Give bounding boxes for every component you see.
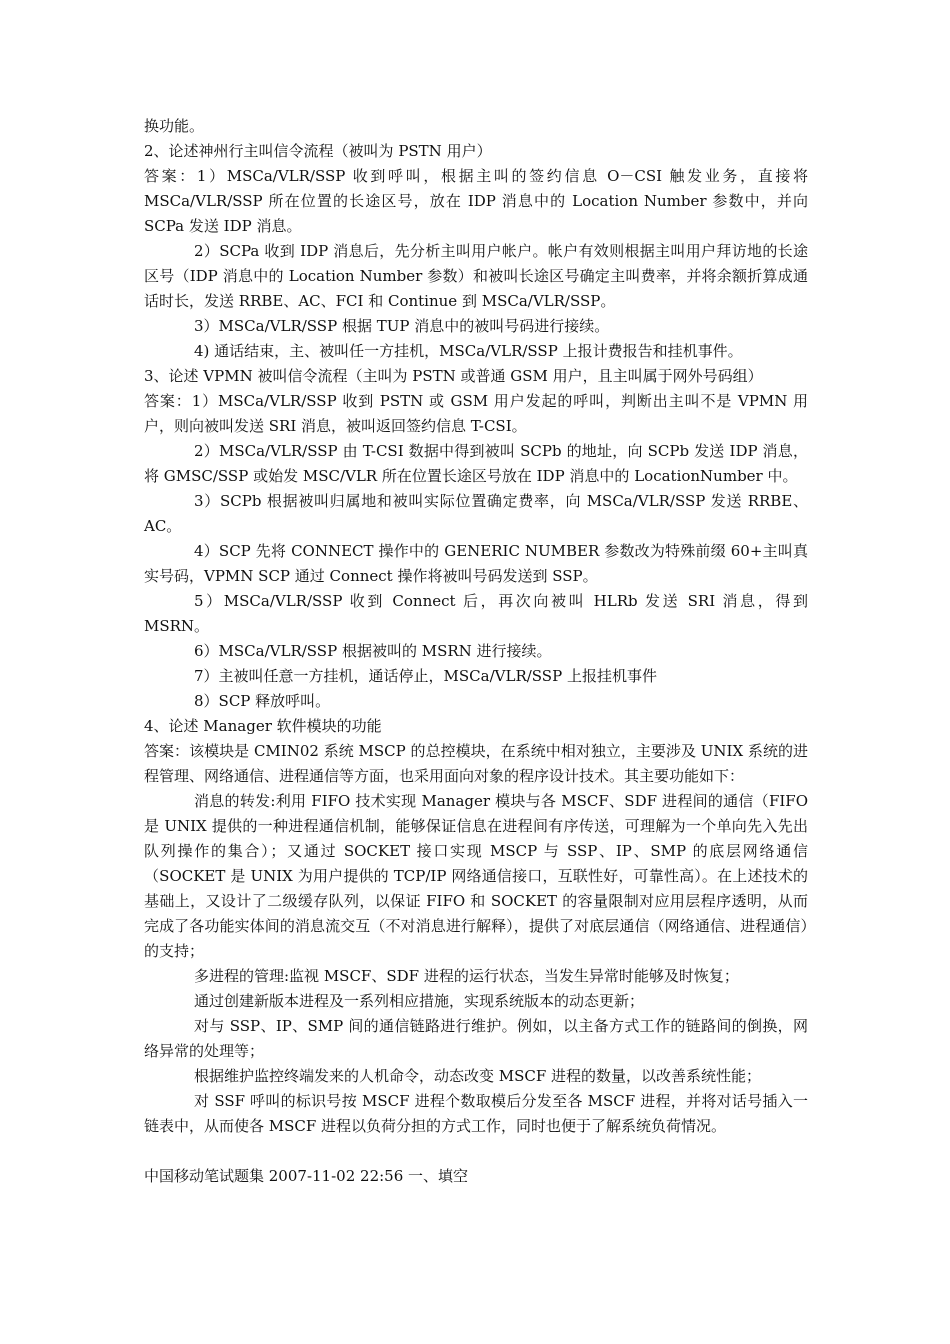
paragraph: 4) 通话结束，主、被叫任一方挂机，MSCa/VLR/SSP 上报计费报告和挂机事件。: [194, 342, 743, 360]
section-heading: 3、论述 VPMN 被叫信令流程（主叫为 PSTN 或普通 GSM 用户，且主叫属于网外号码组）: [144, 367, 763, 385]
answer-paragraph: 答案：该模块是 CMIN02 系统 MSCP 的总控模块，在系统中相对独立，主要涉及 UNIX 系统的进程管理、网络通信、进程通信等方面，也采用面向对象的程序设计技术。其主要功能如下：: [144, 742, 808, 785]
paragraph: 3）MSCa/VLR/SSP 根据 TUP 消息中的被叫号码进行接续。: [194, 317, 610, 335]
section-heading: 2、论述神州行主叫信令流程（被叫为 PSTN 用户）: [144, 142, 492, 160]
paragraph: 5）MSCa/VLR/SSP 收到 Connect 后，再次向被叫 HLRb 发送 SRI 消息，得到 MSRN。: [144, 592, 808, 635]
answer-paragraph: 答案：1）MSCa/VLR/SSP 收到呼叫，根据主叫的签约信息 O－CSI 触发业务，直接将MSCa/VLR/SSP 所在位置的长途区号，放在 IDP 消息中的 Location Number 参数中，并向 SCPa 发送 IDP 消息。: [144, 167, 808, 235]
paragraph: 6）MSCa/VLR/SSP 根据被叫的 MSRN 进行接续。: [194, 642, 552, 660]
paragraph: 对 SSF 呼叫的标识号按 MSCF 进程个数取模后分发至各 MSCF 进程，并将对话号插入一链表中，从而使各 MSCF 进程以负荷分担的方式工作，同时也便于了解系统负荷情况。: [144, 1092, 808, 1135]
paragraph: 7）主被叫任意一方挂机，通话停止，MSCa/VLR/SSP 上报挂机事件: [194, 667, 657, 685]
text-line: 换功能。: [144, 117, 205, 135]
paragraph: 4）SCP 先将 CONNECT 操作中的 GENERIC NUMBER 参数改为特殊前缀 60+主叫真实号码，VPMN SCP 通过 Connect 操作将被叫号码发送到 SSP。: [144, 542, 808, 585]
paragraph: 多进程的管理:监视 MSCF、SDF 进程的运行状态，当发生异常时能够及时恢复；: [194, 967, 739, 985]
footer-text: 中国移动笔试题集 2007-11-02 22:56 一、填空: [144, 1167, 469, 1185]
paragraph: 2）MSCa/VLR/SSP 由 T-CSI 数据中得到被叫 SCPb 的地址，向 SCPb 发送 IDP 消息，将 GMSC/SSP 或始发 MSC/VLR 所在位置长途区号放在 IDP 消息中的 LocationNumber 中。: [144, 442, 808, 485]
paragraph: 通过创建新版本进程及一系列相应措施，实现系统版本的动态更新；: [194, 992, 645, 1010]
answer-paragraph: 答案：1）MSCa/VLR/SSP 收到 PSTN 或 GSM 用户发起的呼叫，判断出主叫不是 VPMN 用户，则向被叫发送 SRI 消息，被叫返回签约信息 T-CSI。: [144, 392, 808, 435]
spacer: [144, 1139, 808, 1164]
paragraph: 3）SCPb 根据被叫归属地和被叫实际位置确定费率，向 MSCa/VLR/SSP 发送 RRBE、AC。: [144, 492, 808, 535]
paragraph: 2）SCPa 收到 IDP 消息后，先分析主叫用户帐户。帐户有效则根据主叫用户拜访地的长途区号（IDP 消息中的 Location Number 参数）和被叫长途区号确定主叫费率，并将余额折算成通话时长，发送 RRBE、AC、FCI 和 Continue 到 MSCa/VLR/SSP。: [144, 242, 808, 310]
paragraph: 根据维护监控终端发来的人机命令，动态改变 MSCF 进程的数量，以改善系统性能；: [194, 1067, 762, 1085]
paragraph: 对与 SSP、IP、SMP 间的通信链路进行维护。例如，以主备方式工作的链路间的倒换，网络异常的处理等；: [144, 1017, 808, 1060]
section-heading: 4、论述 Manager 软件模块的功能: [144, 717, 382, 735]
paragraph: 消息的转发:利用 FIFO 技术实现 Manager 模块与各 MSCF、SDF 进程间的通信（FIFO 是 UNIX 提供的一种进程通信机制，能够保证信息在进程间有序传送，可理解为一个单向先入先出队列操作的集合）；又通过 SOCKET 接口实现 MSCP 与 SSP、IP、SMP 的底层网络通信（SOCKET 是 UNIX 为用户提供的 TCP/IP 网络通信接口，互联性好，可靠性高）。在上述技术的基础上，又设计了二级缓存队列，以保证 FIFO 和 SOCKET 的容量限制对应用层程序透明，从而完成了各功能实体间的消息流交互（不对消息进行解释），提供了对底层通信（网络通信、进程通信）的支持；: [144, 792, 808, 960]
document-page: [144, 114, 808, 1189]
paragraph: 8）SCP 释放呼叫。: [194, 692, 331, 710]
